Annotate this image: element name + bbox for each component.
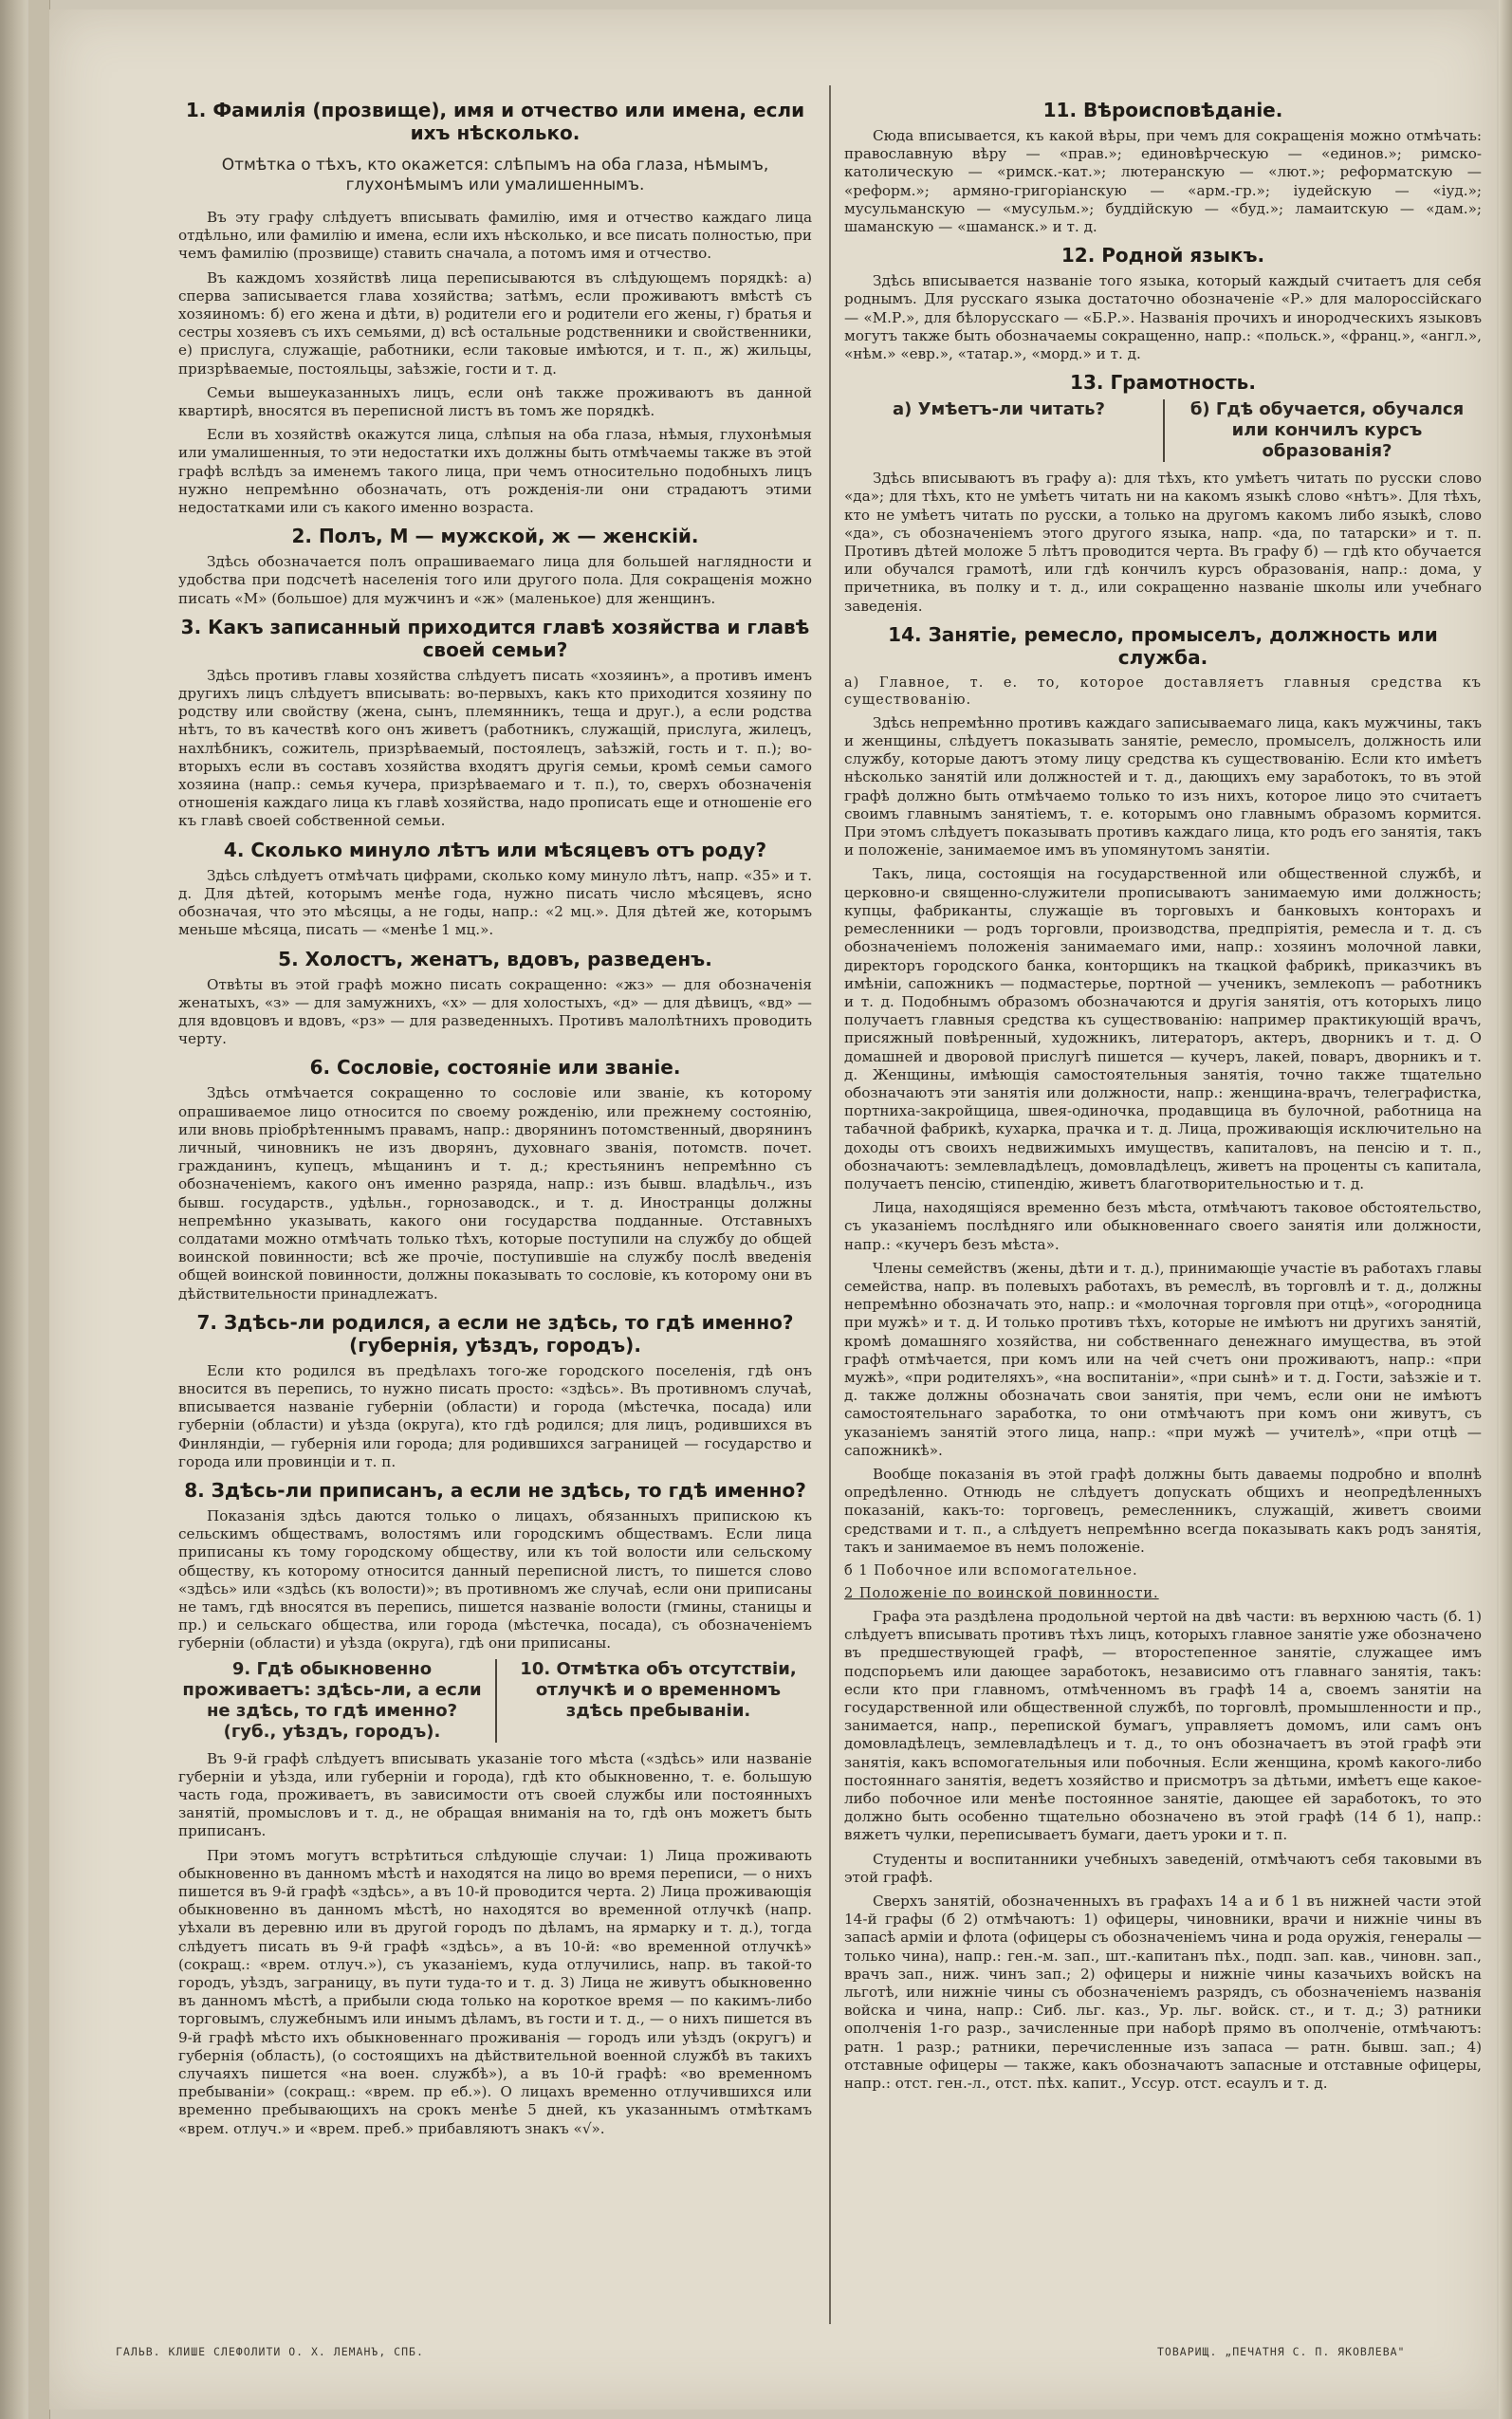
section-9-paragraph: При этомъ могутъ встрѣтиться слѣдующіе случаи: 1) Лица проживають обыкновенно въ данномъ мѣстѣ и находятся на лицо во время переписи, — о нихъ пишется въ 9-й графѣ «здѣсь», а въ 10-й проводится черта. 2) Лица проживающія обыкновенно въ данномъ мѣстѣ, но находятся во временной отлучкѣ (напр. уѣхали въ деревню или въ другой городъ по дѣламъ, на ярмарку и т. д.), тогда слѣдуетъ писать въ 9-й графѣ «здѣсь», а въ 10-й: «во временной отлучкѣ» (сокращ.: «врем. отлуч.»), съ указаніемъ, куда отлучились, напр. въ такой-то городъ, уѣздъ, заграницу, въ пути туда-то и т. д. 3) Лица не живутъ обыкновенно въ данномъ мѣстѣ, а прибыли сюда только на короткое время — по какимъ-либо торговымъ, служебнымъ или инымъ дѣламъ, въ гости и т. д., — о нихъ пишется въ 9-й графѣ мѣсто ихъ обыкновеннаго проживанія — городъ или уѣздъ (округъ) и губернія (область), (о состоящихъ на дѣйствительной военной службѣ въ такихъ случаяхъ пишется «на воен. службѣ»), а въ 10-й графѣ: «во временномъ пребываніи» (сокращ.: «врем. пр еб.»). О лицахъ временно отлучившихся или временно пребывающихъ на срокъ менѣе 5 дней, къ указаннымъ отмѣткамъ «врем. отлуч.» и «врем. преб.» прибавляютъ знакъ «√». <box>178 1846 812 2137</box>
section-8-paragraph: Показанія здѣсь даются только о лицахъ, обязанныхъ припискою къ сельскимъ обществамъ, волостямъ или городскимъ обществамъ. Если лица приписаны къ тому городскому обществу, или къ той волости или сельскому обществу, къ которому относится данный переписной листъ, то пишется слово «здѣсь» или «здѣсь (къ волости)»; въ противномъ же случаѣ, если они приписаны не тамъ, гдѣ вносятся въ перепись, пишется названіе волости (гмины, станицы и пр.) и сельскаго общества, или города (мѣстечка, посада), съ обозначеніемъ губерніи (области) и уѣзда (округа), гдѣ они приписаны. <box>178 1506 812 1653</box>
left-column <box>178 91 812 2144</box>
section-13b-heading: б) Гдѣ обучается, обучался или кончилъ курсъ образованія? <box>1163 399 1482 462</box>
section-14-paragraph: Лица, находящіяся временно безъ мѣста, отмѣчаютъ таковое обстоятельство, съ указаніемъ послѣдняго или обыкновеннаго своего занятія или должности, напр.: «кучеръ безъ мѣста». <box>844 1199 1482 1253</box>
section-14-paragraph: Такъ, лица, состоящія на государственной или общественной службѣ, и церковно-и священно-служители прописываютъ занимаемую ими должность; купцы, фабриканты, служащіе въ торговыхъ и банковыхъ конторахъ и ремесленники — родъ торговли, производства, предпріятія, ремесла и т. д. съ обозначеніемъ положенія занимаемаго ими, напр.: хозяинъ молочной лавки, директоръ городского банка, конторщикъ на ткацкой фабрикѣ, приказчикъ въ имѣніи, сапожникъ — подмастерье, портной — ученикъ, землекопъ — работникъ и т. д. Подобнымъ образомъ обозначаются и другія занятія, отъ которыхъ лицо получаетъ главныя средства къ существованію: например практикующій врачъ, присяжный повѣренный, художникъ, литераторъ, актеръ, дворникъ и т. д. О домашней и дворовой прислугѣ пишется — кучеръ, лакей, поваръ, дворникъ и т. д. Женщины, имѣющія самостоятельныя занятія, точно также тщательно обозначаютъ эти занятія или должности, напр.: женщина-врачъ, телеграфистка, портниха-закройщица, швея-одиночка, продавщица въ булочной, работница на табачной фабрикѣ, кухарка, прачка и т. д. Лица, проживающія исключительно на доходы отъ своихъ недвижимыхъ имуществъ, капиталовъ, на пенсію и т. п., обозначаютъ: землевладѣлецъ, домовладѣлецъ, живетъ на проценты съ капитала, получаетъ пенсію, стипендію, живетъ благотворительностью и т. д. <box>844 865 1482 1192</box>
section-14-paragraph: Графа эта раздѣлена продольной чертой на двѣ части: въ верхнюю часть (б. 1) слѣдуетъ вписывать противъ тѣхъ лицъ, которыхъ главное занятіе уже обозначено въ предшествующей графѣ, — второстепенное занятіе, служащее имъ подспорьемъ или дающее заработокъ, независимо отъ главнаго занятія, такъ: если кто при главномъ, отмѣченномъ въ графѣ 14 а, своемъ занятіи на государственной или общественной службѣ, по торговлѣ, промышленности и пр., занимается, напр., перепиской бумагъ, управляетъ домомъ, или самъ онъ домовладѣлецъ, землевладѣлецъ и т. д., то онъ обозначаетъ въ этой графѣ эти занятія, какъ вспомогательныя или побочныя. Если женщина, кромѣ какого-либо постояннаго занятія, ведетъ хозяйство и присмотръ за дѣтьми, имѣетъ еще какое-либо побочное или менѣе постоянное занятіе, дающее ей заработокъ, то это должно быть особенно тщательно обозначено въ этой графѣ (14 б 1), напр.: вяжетъ чулки, переписываетъ бумаги, даетъ уроки и т. п. <box>844 1608 1482 1844</box>
section-8-heading: 8. Здѣсь-ли приписанъ, а если не здѣсь, то гдѣ именно? <box>184 1478 806 1502</box>
section-14-paragraph: Члены семействъ (жены, дѣти и т. д.), принимающіе участіе въ работахъ главы семейства, напр. въ полевыхъ работахъ, въ ремеслѣ, въ торговлѣ и т. д., должны непремѣнно обозначать это, напр.: и «молочная торговля при отцѣ», «огородница при мужѣ» и т. д. И только противъ тѣхъ, которые не имѣютъ ни другихъ занятій, кромѣ домашняго хозяйства, ни собственнаго денежнаго имущества, въ этой графѣ отмѣчается, при комъ или на чей счетъ они проживаютъ, напр.: «при мужѣ», «при родителяхъ», «на воспитаніи», «при сынѣ» и т. д. Гости, заѣзжіе и т. д. также должны обозначать свои занятія, при чемъ, если они не имѣютъ самостоятельнаго заработка, то они отмѣчаютъ при комъ они живутъ, съ указаніемъ занятій этого лица, напр.: «при мужѣ — учителѣ», «при отцѣ — сапожникѣ». <box>844 1259 1482 1459</box>
paper-edge-right <box>1499 0 1512 2419</box>
section-1-paragraph: Семьи вышеуказанныхъ лицъ, если онѣ также проживаютъ въ данной квартирѣ, вносятся въ переписной листъ въ томъ же порядкѣ. <box>178 383 812 420</box>
section-14-heading: 14. Занятіе, ремесло, промыселъ, должность или служба. <box>888 622 1438 669</box>
section-7-heading: 7. Здѣсь-ли родился, а если не здѣсь, то гдѣ именно? (губернія, уѣздъ, городъ). <box>196 1310 794 1357</box>
section-2-paragraph: Здѣсь обозначается полъ опрашиваемаго лица для большей наглядности и удобства при подсчетѣ населенія того или другого пола. Для сокращенія можно писать «М» (большое) для мужчинъ и «ж» (маленькое) для женщинъ. <box>178 553 812 607</box>
section-14-paragraph: Здѣсь непремѣнно противъ каждаго записываемаго лица, какъ мужчины, такъ и женщины, слѣдуетъ показывать занятіе, ремесло, промыселъ, должность или службу, которые даютъ этому лицу средства къ существованію. Если кто имѣетъ нѣсколько занятій или должностей и т. д., дающихъ ему заработокъ, то въ этой графѣ должно быть отмѣчаемо только то изъ нихъ, которое лицо это считаетъ своимъ главнымъ занятіемъ, т. е. которымъ оно главнымъ образомъ кормится. При этомъ слѣдуетъ показывать противъ каждаго лица, кто родъ его занятія, такъ и положеніе, занимаемое имъ въ упомянутомъ занятіи. <box>844 713 1482 859</box>
section-3-paragraph: Здѣсь противъ главы хозяйства слѣдуетъ писать «хозяинъ», а противъ именъ другихъ лицъ слѣдуетъ вписывать: во-первыхъ, какъ кто приходится хозяину по родству или свойству (жена, сынъ, племянникъ, теща и друг.), а если родства нѣтъ, то въ качествѣ кого онъ живетъ (работникъ, служащій, прислуга, жилецъ, нахлѣбникъ, сожитель, призрѣваемый, постоялецъ, заѣзжій, гость и т. п.); во-вторыхъ если въ составъ хозяйства входятъ другія семьи, кромѣ семьи самого хозяина (напр.: семья кучера, призрѣваемаго и т. п.), то, сверхъ обозначенія отношенія каждаго лица къ главѣ хозяйства, надо прописать еще и отношеніе его къ главѣ своей собственной семьи. <box>178 666 812 830</box>
section-7-paragraph: Если кто родился въ предѣлахъ того-же городского поселенія, гдѣ онъ вносится въ перепись, то нужно писать просто: «здѣсь». Въ противномъ случаѣ, вписывается названіе губерніи (области) и города (мѣстечка, посада) или губерніи (области) и уѣзда (округа), кто гдѣ родился; для лицъ, родившихся въ Финляндіи, — губернія или города; для родившихся заграницей — государство и города или провинціи и т. п. <box>178 1361 812 1470</box>
section-14a-heading: а) Главное, т. е. то, которое доставляетъ главныя средства къ существованію. <box>844 674 1482 708</box>
section-13-paragraph: Здѣсь вписываютъ въ графу а): для тѣхъ, кто умѣетъ читать по русски слово «да»; для тѣхъ, кто не умѣетъ читать ни на какомъ языкѣ слово «нѣтъ». Для тѣхъ, кто не умѣетъ читать по русски, а только на другомъ какомъ либо языкѣ, слово «да», съ обозначеніемъ этого другого языка, напр. «да, по татарски» и т. п. Противъ дѣтей моложе 5 лѣтъ проводится черта. Въ графу б) — гдѣ кто обучается или обучался грамотѣ, или гдѣ кончилъ курсъ образованія, напр.: дома, у причетника, въ полку и т. д., или сокращенно названіе школы или учебнаго заведенія. <box>844 470 1482 615</box>
section-2-heading: 2. Полъ, М — мужской, ж — женскій. <box>291 525 699 548</box>
section-1-paragraph: Въ каждомъ хозяйствѣ лица переписываются въ слѣдующемъ порядкѣ: а) сперва записывается глава хозяйства; затѣмъ, если проживаютъ вмѣстѣ съ хозяиномъ: б) его жена и дѣти, в) родители его и родители его жены, г) братья и сестры хозяевъ съ ихъ семьями, д) всѣ остальные родственники и свойственники, е) прислуга, служащіе, работники, если таковые имѣются, и т. п., ж) жильцы, призрѣваемые, постояльцы, заѣзжіе, гости и т. д. <box>178 268 812 378</box>
section-1-note: Отмѣтка о тѣхъ, кто окажется: слѣпымъ на оба глаза, нѣмымъ, глухонѣмымъ или умалишеннымъ. <box>221 156 769 194</box>
section-12-heading: 12. Родной языкъ. <box>1060 244 1265 268</box>
printer-imprint-left: ГАЛЬВ. КЛИШЕ СЛЕФОЛИТИ О. Х. ЛЕМАНЪ, СПБ. <box>116 2345 424 2358</box>
section-9-paragraph: Въ 9-й графѣ слѣдуетъ вписывать указаніе того мѣста («здѣсь» или названіе губерніи и уѣзда, или губерніи и города), гдѣ кто обыкновенно, т. е. большую часть года, проживаетъ, въ зависимости отъ своей службы или постоянныхъ занятій, промысловъ и т. д., не обращая вниманія на то, гдѣ онъ можетъ быть приписанъ. <box>178 1749 812 1840</box>
right-column <box>844 91 1482 2098</box>
section-9-10-heading-row <box>178 1659 812 1743</box>
section-4-paragraph: Здѣсь слѣдуетъ отмѣчать цифрами, сколько кому минуло лѣтъ, напр. «35» и т. д. Для дѣтей, которымъ менѣе года, нужно писать число мѣсяцевъ, ясно обозначая, что это мѣсяцы, а не годы, напр.: «2 мц.». Для дѣтей же, которымъ меньше мѣсяца, писать — «менѣе 1 мц.». <box>178 866 812 939</box>
section-9-heading: 9. Гдѣ обыкновенно проживаетъ: здѣсь-ли, а если не здѣсь, то гдѣ именно? (губ., уѣздъ, городъ). <box>182 1658 482 1742</box>
printer-imprint-right: ТОВАРИЩ. „ПЕЧАТНЯ С. П. ЯКОВЛЕВА" <box>1157 2345 1406 2358</box>
section-5-heading: 5. Холостъ, женатъ, вдовъ, разведенъ. <box>278 947 712 970</box>
section-14b1-heading: б 1 Побочное или вспомогательное. <box>844 1563 1138 1579</box>
section-6-heading: 6. Сословіе, состояніе или званіе. <box>309 1056 681 1080</box>
section-1-paragraph: Въ эту графу слѣдуетъ вписывать фамилію, имя и отчество каждаго лица отдѣльно, или фамилію и имена, если ихъ нѣсколько, и все писать полностью, при чемъ фамилію (прозвище) ставить сначала, а потомъ имя и отчество. <box>178 209 812 263</box>
section-3-heading: 3. Какъ записанный приходится главѣ хозяйства и главѣ своей семьи? <box>180 615 810 661</box>
section-14-paragraph: Студенты и воспитанники учебныхъ заведеній, отмѣчаютъ себя таковыми въ этой графѣ. <box>844 1850 1482 1886</box>
section-14b2-heading: 2 Положеніе по воинской повинности. <box>844 1586 1159 1601</box>
section-6-paragraph: Здѣсь отмѣчается сокращенно то сословіе или званіе, къ которому опрашиваемое лицо относится по своему рожденію, или прежнему состоянію, или вновь пріобрѣтеннымъ правамъ, напр.: дворянинъ потомственный, дворянинъ личный, чиновникъ не изъ дворянъ, духовнаго званія, потомств. почет. гражданинъ, купецъ, мѣщанинъ и т. д.; крестьянинъ непремѣнно съ обозначеніемъ, какого онъ именно разряда, напр.: изъ бывш. владѣльч., изъ бывш. государств., удѣльн., горнозаводск., и т. д. Иностранцы должны непремѣнно указывать, какого они государства подданные. Отставныхъ солдатами можно отмѣчать только тѣхъ, которые поступили на службу до общей воинской повинности; всѣ же прочіе, поступившіе на службу послѣ введенія общей воинской повинности, должны показывать то сословіе, къ которому они въ дѣйствительности принадлежатъ. <box>178 1084 812 1302</box>
back-sheet <box>28 0 50 2419</box>
paper-edge-left <box>0 0 27 2419</box>
section-13-subheadings <box>844 399 1482 462</box>
section-4-heading: 4. Сколько минуло лѣтъ или мѣсяцевъ отъ роду? <box>223 838 767 861</box>
section-1-heading: 1. Фамилія (прозвище), имя и отчество или имена, если ихъ нѣсколько. <box>185 99 805 144</box>
section-10-heading: 10. Отмѣтка объ отсутствіи, отлучкѣ и о временномъ здѣсь пребываніи. <box>495 1659 812 1743</box>
section-12-paragraph: Здѣсь вписывается названіе того языка, который каждый считаетъ для себя роднымъ. Для русскаго языка достаточно обозначеніе «Р.» для малороссійскаго — «М.Р.», для бѣлорусскаго — «Б.Р.». Названія прочихъ и инородческихъ языковъ могутъ также быть обозначаемы сокращенно, напр.: «польск.», «франц.», «англ.», «нѣм.» «евр.», «татар.», «морд.» и т. д. <box>844 272 1482 363</box>
section-5-paragraph: Отвѣты въ этой графѣ можно писать сокращенно: «жз» — для обозначенія женатыхъ, «з» — для замужнихъ, «х» — для холостыхъ, «д» — для дѣвицъ, «вд» — для вдовцовъ и вдовъ, «рз» — для разведенныхъ. Противъ малолѣтнихъ проводить черту. <box>178 975 812 1048</box>
document-page <box>49 9 1497 2410</box>
section-11-paragraph: Сюда вписывается, къ какой вѣры, при чемъ для сокращенія можно отмѣчать: православную вѣру — «прав.»; единовѣрческую — «единов.»; римско-католическую — «римск.-кат.»; лютеранскую — «лют.»; реформатскую — «реформ.»; армяно-григоріанскую — «арм.-гр.»; іудейскую — «іуд.»; мусульманскую — «мусульм.»; буддійскую — «буд.»; ламаитскую — «дам.»; шаманскую — «шаманск.» и т. д. <box>844 127 1482 236</box>
column-divider <box>829 85 831 2324</box>
section-14-paragraph: Вообще показанія въ этой графѣ должны быть даваемы подробно и вполнѣ опредѣленно. Отнюдь не слѣдуетъ допускать общихъ и неопредѣленныхъ показаній, какъ-то: торговецъ, ремесленникъ, служащій, живетъ своими средствами и т. п., а слѣдуетъ непремѣнно всегда показывать какъ родъ занятія, такъ и занимаемое въ немъ положеніе. <box>844 1465 1482 1556</box>
section-14-paragraph: Сверхъ занятій, обозначенныхъ въ графахъ 14 а и б 1 въ нижней части этой 14-й графы (б 2) отмѣчаютъ: 1) офицеры, чиновники, врачи и нижніе чины въ запасѣ арміи и флота (офицеры съ обозначеніемъ чина и рода оружія, генералы — только чина), напр.: ген.-м. зап., шт.-капитанъ пѣх., подп. зап. кав., чиновн. зап., врачъ зап., ниж. чинъ зап.; 2) офицеры и нижніе чины казачьихъ войскъ на льготѣ, или нижніе чины съ обозначеніемъ разрядъ, съ обозначеніемъ названія войска и чина, напр.: Сиб. льг. каз., Ур. льг. войск. ст., и т. д.; 3) ратники ополченія 1-го разр., зачисленные при наборѣ прямо въ ополченіе, отмѣчаютъ: ратн. 1 разр.; ратники, перечисленные изъ запаса — ратн. бывш. зап.; 4) отставные офицеры — также, какъ обозначаютъ запасные и отставные офицеры, напр.: отст. ген.-л., отст. пѣх. капит., Уссур. отст. есаулъ и т. д. <box>844 1893 1482 2093</box>
section-11-heading: 11. Вѣроисповѣданіе. <box>1042 99 1283 121</box>
section-13a-heading: а) Умѣетъ-ли читать? <box>893 399 1105 420</box>
section-1-paragraph: Если въ хозяйствѣ окажутся лица, слѣпыя на оба глаза, нѣмыя, глухонѣмыя или умалишенныя, то эти недостатки ихъ должны быть отмѣчаемы также въ этой графѣ вслѣдъ за именемъ такого лица, при чемъ относительно подобныхъ лицъ нужно непремѣнно обозначать, отъ рожденія-ли они страдаютъ этими недостатками или съ какого именно возраста. <box>178 426 812 517</box>
section-13-heading: 13. Грамотность. <box>1070 371 1256 395</box>
